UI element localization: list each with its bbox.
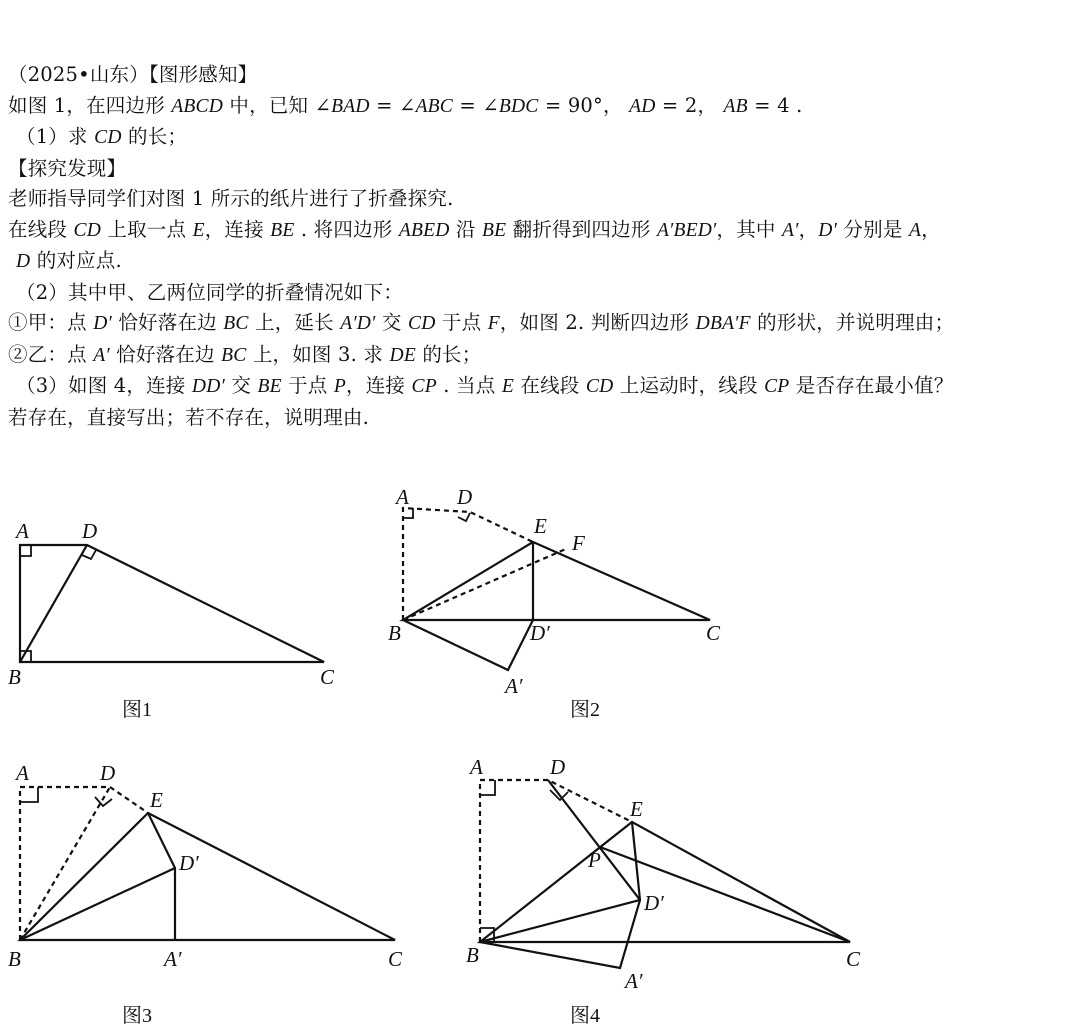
text: 是否存在最小值？ bbox=[789, 374, 954, 397]
math: ABCD bbox=[171, 95, 224, 117]
math: BAD bbox=[331, 95, 370, 117]
text: 的长； bbox=[121, 125, 188, 148]
right-angle-a bbox=[480, 780, 495, 795]
math: CP bbox=[411, 376, 437, 397]
text: 交 bbox=[375, 311, 409, 334]
text: ②乙：点 bbox=[8, 342, 94, 366]
math: BC bbox=[221, 344, 247, 366]
figure-3 bbox=[8, 761, 403, 1027]
label-e: E bbox=[534, 514, 547, 538]
label-a: A bbox=[16, 519, 29, 543]
label-d: D bbox=[550, 755, 566, 779]
text: 如图 1，在四边形 bbox=[8, 93, 172, 117]
math: A′ bbox=[93, 344, 110, 366]
math: ABC bbox=[415, 95, 453, 117]
text: 的对应点. bbox=[30, 249, 122, 272]
label-b: B bbox=[466, 943, 479, 967]
math: CD bbox=[585, 376, 614, 397]
text: 在线段 bbox=[8, 217, 74, 241]
text: ，如图 2. 判断四边形 bbox=[499, 311, 696, 334]
text: 的长； bbox=[415, 342, 482, 366]
question-3-cont: 若存在，直接写出；若不存在，说明理由. bbox=[8, 405, 369, 429]
label-a: A bbox=[470, 755, 483, 779]
math: ABED bbox=[398, 219, 450, 241]
text: 于点 bbox=[435, 311, 488, 334]
label-a-prime: A′ bbox=[625, 969, 643, 993]
folded-edges bbox=[480, 822, 640, 968]
text: ，连接 bbox=[346, 374, 412, 397]
text: ①甲：点 bbox=[8, 311, 94, 334]
caption-fig-3: 图3 bbox=[122, 1005, 152, 1027]
label-e: E bbox=[630, 797, 643, 821]
segment-bd bbox=[20, 545, 87, 662]
original-position-dashed bbox=[20, 787, 148, 940]
label-b: B bbox=[8, 665, 21, 689]
figure-4 bbox=[466, 755, 861, 1027]
text: = 90°， bbox=[538, 93, 630, 117]
problem-header: （2025•山东）【图形感知】 bbox=[8, 63, 258, 86]
text: 恰好落在边 bbox=[109, 342, 222, 366]
math: A bbox=[908, 219, 922, 241]
label-p: P bbox=[588, 848, 601, 872]
label-a-prime: A′ bbox=[505, 674, 523, 698]
folded-edges bbox=[403, 542, 533, 670]
math: BE bbox=[270, 219, 295, 241]
right-angle-a bbox=[20, 787, 38, 802]
math: E bbox=[501, 376, 514, 397]
label-b: B bbox=[8, 947, 21, 971]
math: F bbox=[487, 313, 500, 334]
math: CP bbox=[764, 376, 790, 397]
math: D′ bbox=[93, 313, 112, 334]
math: DBA′F bbox=[695, 313, 751, 334]
math: CD bbox=[94, 127, 122, 148]
label-c: C bbox=[846, 947, 861, 971]
label-d: D bbox=[457, 485, 473, 509]
label-c: C bbox=[706, 621, 721, 645]
question-2: （2）其中甲、乙两位同学的折叠情况如下： bbox=[16, 280, 403, 304]
text: 于点 bbox=[281, 374, 334, 397]
caption-fig-1: 图1 bbox=[122, 699, 152, 721]
math: A′BED′ bbox=[656, 219, 717, 241]
text: = ∠ bbox=[453, 93, 499, 117]
label-c: C bbox=[388, 947, 403, 971]
label-d: D bbox=[82, 519, 98, 543]
text: 上运动时，线段 bbox=[613, 374, 765, 397]
text: ， bbox=[798, 217, 819, 241]
text: . 当点 bbox=[436, 374, 502, 397]
text: 上，如图 3. 求 bbox=[246, 342, 390, 366]
text: 沿 bbox=[449, 217, 482, 241]
math: CD bbox=[408, 313, 436, 334]
math: BE bbox=[482, 219, 507, 241]
right-angle-a bbox=[20, 545, 31, 556]
label-d-prime: D′ bbox=[179, 851, 199, 875]
text: 中，已知 ∠ bbox=[223, 93, 332, 117]
caption-fig-4: 图4 bbox=[570, 1005, 600, 1027]
label-e: E bbox=[150, 788, 163, 812]
text: 交 bbox=[224, 374, 258, 397]
math: E bbox=[192, 219, 205, 241]
math: DD′ bbox=[191, 376, 225, 397]
text: 的形状，并说明理由； bbox=[750, 311, 955, 334]
label-f: F bbox=[572, 531, 585, 555]
text: = 2， bbox=[655, 93, 724, 117]
text: ， bbox=[921, 217, 941, 241]
label-a: A bbox=[16, 761, 29, 785]
triangle-bce bbox=[20, 813, 395, 940]
intro-text: 老师指导同学们对图 1 所示的纸片进行了折叠探究. bbox=[8, 187, 454, 210]
label-c: C bbox=[320, 665, 335, 689]
caption-fig-2: 图2 bbox=[570, 699, 600, 721]
text: ，其中 bbox=[716, 217, 782, 241]
text: 恰好落在边 bbox=[111, 311, 224, 334]
math: D′ bbox=[818, 219, 838, 241]
math: CD bbox=[73, 219, 101, 241]
text: ，连接 bbox=[204, 217, 271, 241]
figure-1 bbox=[8, 519, 335, 721]
text: 在线段 bbox=[513, 374, 586, 397]
text: （1）求 bbox=[16, 125, 95, 148]
label-a-prime: A′ bbox=[164, 947, 182, 971]
math: BDC bbox=[498, 95, 539, 117]
math: BC bbox=[223, 313, 249, 334]
math: AB bbox=[723, 95, 748, 117]
label-b: B bbox=[388, 621, 401, 645]
text: （3）如图 4，连接 bbox=[16, 374, 192, 397]
text: 翻折得到四边形 bbox=[506, 217, 657, 241]
folded-edges bbox=[20, 813, 175, 940]
math: BE bbox=[257, 376, 282, 397]
label-d-prime: D′ bbox=[644, 891, 664, 915]
triangle-bce bbox=[480, 822, 850, 942]
label-d-prime: D′ bbox=[530, 621, 550, 645]
math: DE bbox=[389, 344, 416, 366]
figure-2 bbox=[388, 485, 721, 721]
triangle-bce bbox=[403, 542, 710, 620]
label-a: A bbox=[396, 485, 409, 509]
text: = ∠ bbox=[369, 93, 416, 117]
quadrilateral-abcd bbox=[20, 545, 324, 662]
math: AD bbox=[629, 95, 656, 117]
math: D bbox=[16, 251, 31, 272]
right-angle-d bbox=[458, 513, 470, 521]
text: 分别是 bbox=[837, 217, 909, 241]
text: = 4 . bbox=[747, 93, 803, 117]
math: P bbox=[333, 376, 347, 397]
label-d: D bbox=[100, 761, 116, 785]
math: A′ bbox=[782, 219, 799, 241]
text: 上，延长 bbox=[248, 311, 341, 334]
text: 上取一点 bbox=[101, 217, 193, 241]
math: A′D′ bbox=[340, 313, 376, 334]
section-heading: 【探究发现】 bbox=[8, 156, 127, 180]
text: . 将四边形 bbox=[294, 217, 399, 241]
